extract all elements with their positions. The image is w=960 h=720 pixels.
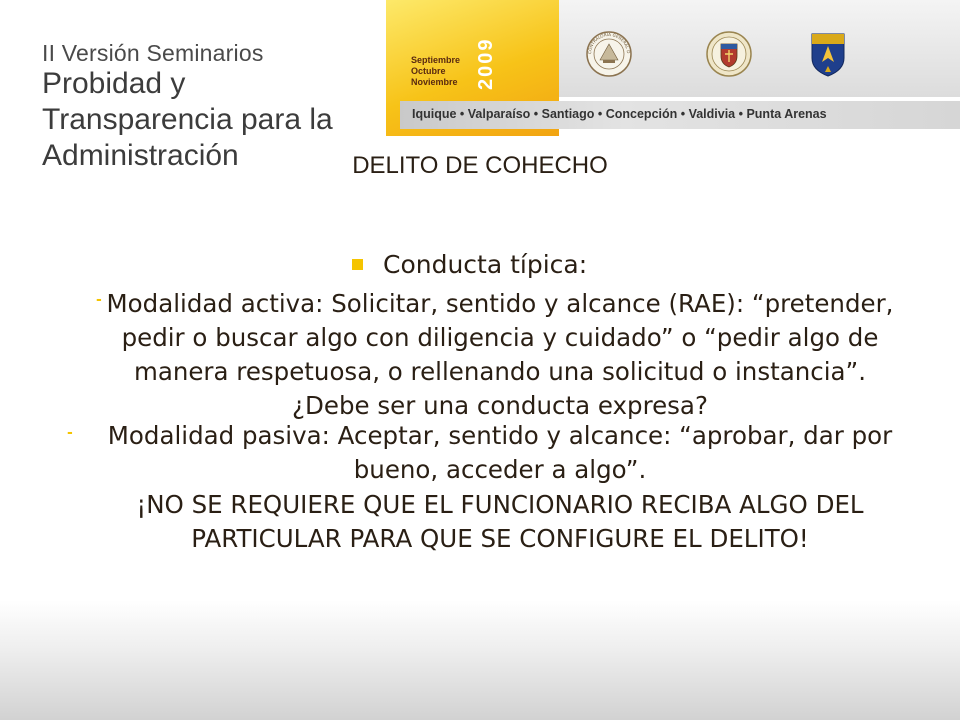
paragraph-active-modality: Modalidad activa: Solicitar, sentido y alcance (RAE): “pretender, pedir o buscar algo con diligencia y cuidado” o “pedir algo de manera respetuosa, o rellenando una solicitud o instancia”. ¿Debe ser una conducta expresa? <box>106 289 894 420</box>
bullet-label: Conducta típica: <box>383 250 588 279</box>
event-months <box>411 55 460 88</box>
cities-list: Iquique • Valparaíso • Santiago • Concepción • Valdivia • Punta Arenas <box>412 107 827 121</box>
event-year: 2009 <box>475 37 497 90</box>
contraloria-seal-icon <box>585 30 633 78</box>
dash-bullet-icon: - <box>67 425 73 441</box>
cities-bar <box>400 101 960 129</box>
university-shield-icon <box>808 30 848 78</box>
slide-title: DELITO DE COHECHO <box>352 152 608 179</box>
series-subtitle: Probidad y Transparencia para la Administración <box>42 67 333 172</box>
seal-1-text: CONTRALORIA GENERAL D <box>586 31 632 55</box>
paragraph-passive-modality: Modalidad pasiva: Aceptar, sentido y alcance: “aprobar, dar por bueno, acceder a algo”. <box>107 421 893 484</box>
series-title: II Versión Seminarios <box>42 40 264 66</box>
bullet-square-icon <box>352 259 363 270</box>
dash-bullet-icon: - <box>96 292 102 308</box>
month-october: Octubre <box>411 66 446 76</box>
month-september: Septiembre <box>411 55 461 65</box>
university-crest-icon <box>705 30 753 78</box>
paragraph-conclusion: ¡NO SE REQUIERE QUE EL FUNCIONARIO RECIBA ALGO DEL PARTICULAR PARA QUE SE CONFIGURE EL DELITO! <box>136 490 864 553</box>
month-november: Noviembre <box>411 77 458 87</box>
